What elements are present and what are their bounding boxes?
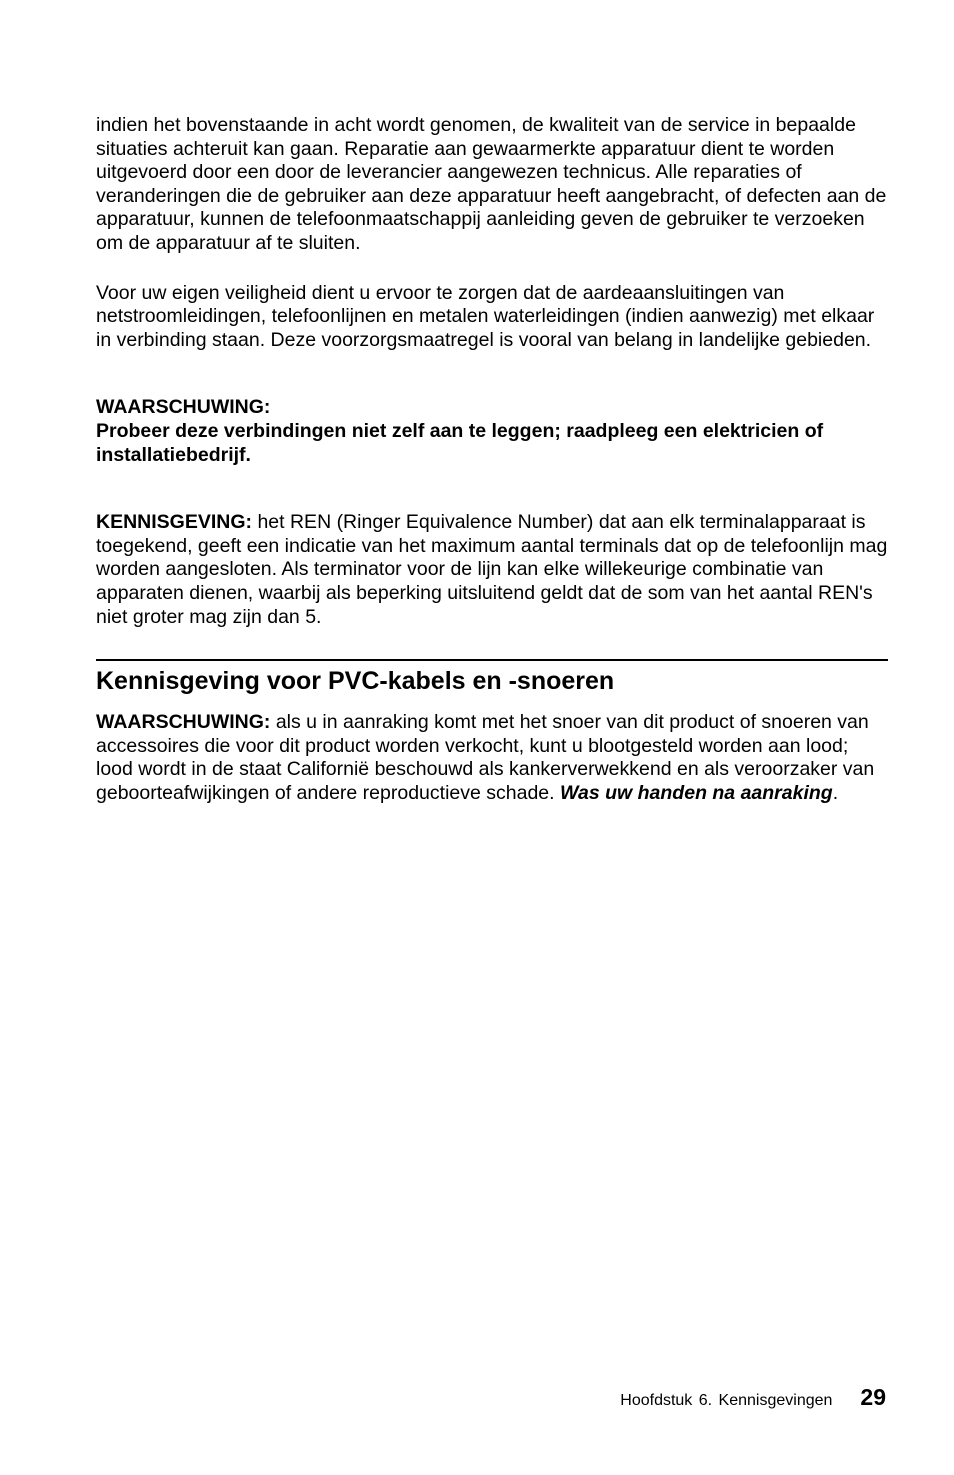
notice-label: KENNISGEVING: xyxy=(96,511,253,534)
section-divider xyxy=(96,659,888,661)
page-number: 29 xyxy=(860,1384,886,1410)
pvc-warning-label: WAARSCHUWING: xyxy=(96,711,271,734)
notice-ren-paragraph xyxy=(96,511,888,629)
pvc-warning-end: . xyxy=(832,781,839,804)
pvc-warning-paragraph xyxy=(96,711,888,805)
pvc-warning-emphasis: Was uw handen na aanraking xyxy=(559,781,833,804)
notice-text: het REN (Ringer Equivalence Number) dat aan elk terminalapparaat is toegekend, geeft een indicatie van het maximum aantal terminals dat op de telefoonlijn mag worden aangesloten. Als terminator voor de lijn kan elke willekeurige combinatie van apparaten dienen, waarbij als beperking uitsluitend geldt dat de som van het aantal REN's niet groter mag zijn dan 5. xyxy=(96,511,888,628)
footer-chapter-title: Hoofdstuk 6. Kennisgevingen xyxy=(620,1392,833,1409)
warning-block-connections xyxy=(96,396,888,467)
paragraph-service-quality: indien het bovenstaande in acht wordt genomen, de kwaliteit van de service in bepaalde situaties achteruit kan gaan. Reparatie aan gewaarmerkte apparatuur dient te worden uitgevoerd door een door de leverancier aangewezen technicus. Alle reparaties of veranderingen die de gebruiker aan deze apparatuur heeft aangebracht, of defecten aan de apparatuur, kunnen de telefoonmaatschappij aanleiding geven de gebruiker te verzoeken om de apparatuur af te sluiten. xyxy=(96,114,887,254)
warning-label: WAARSCHUWING: xyxy=(96,396,271,419)
page-footer xyxy=(620,1384,886,1411)
document-page xyxy=(96,114,888,805)
paragraph-grounding-safety: Voor uw eigen veiligheid dient u ervoor te zorgen dat de aardeaansluitingen van netstroomleidingen, telefoonlijnen en metalen waterleidingen (indien aanwezig) met elkaar in verbinding staan. Deze voorzorgsmaatregel is vooral van belang in landelijke gebieden. xyxy=(96,281,875,351)
warning-text: Probeer deze verbindingen niet zelf aan te leggen; raadpleeg een elektricien of installatiebedrijf. xyxy=(96,419,824,466)
section-heading: Kennisgeving voor PVC-kabels en -snoeren xyxy=(96,667,615,696)
pvc-warning-text: als u in aanraking komt met het snoer van dit product of snoeren van accessoires die voor dit product worden verkocht, kunt u blootgesteld worden aan lood; lood wordt in de staat Californië beschouwd als kankerverwekkend en als veroorzaker van geboorteafwijkingen of andere reproductieve schade. xyxy=(96,711,875,804)
